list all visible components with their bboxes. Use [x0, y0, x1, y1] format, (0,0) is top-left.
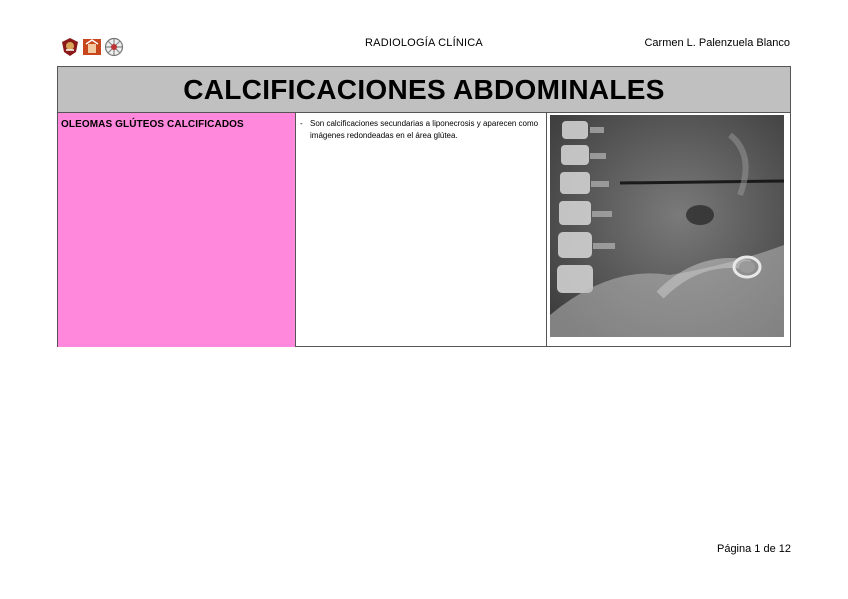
page-number: Página 1 de 12 [716, 543, 791, 555]
row-image-cell [547, 113, 790, 347]
calcifications-table [57, 66, 791, 347]
bullet-dash: - [300, 119, 303, 128]
header-title: RADIOLOGÍA CLÍNICA [365, 37, 483, 49]
table-row [58, 113, 790, 347]
table-title: CALCIFICACIONES ABDOMINALES [58, 67, 790, 113]
pelvic-xray-image [550, 115, 784, 337]
row-description: Son calcificaciones secundarias a liponecrosis y aparecen como imágenes redondeadas en el área glútea. [310, 119, 539, 140]
row-description-cell [296, 113, 547, 347]
header-author: Carmen L. Palenzuela Blanco [644, 37, 790, 49]
row-label: OLEOMAS GLÚTEOS CALCIFICADOS [58, 113, 296, 347]
